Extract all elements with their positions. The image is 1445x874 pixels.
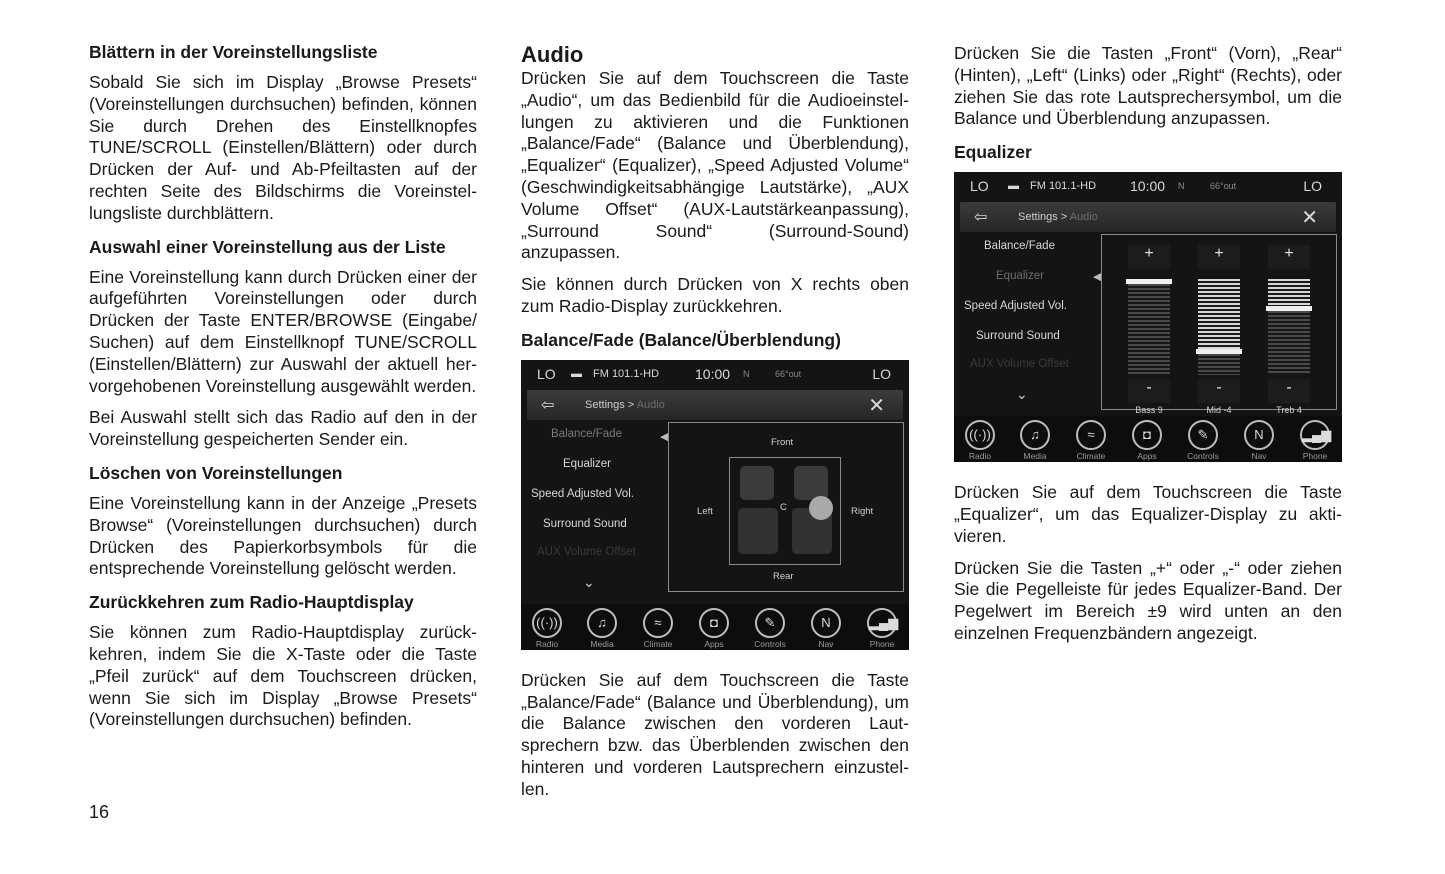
eq-band-0-minus-button[interactable]: -: [1128, 379, 1170, 403]
heading-delete-presets: Löschen von Voreinstellungen: [89, 462, 343, 483]
eq-dock-nav[interactable]: [1239, 420, 1279, 461]
eq-lo-left: LO: [970, 178, 989, 195]
seat-front-left: [740, 466, 774, 500]
lo-left: LO: [537, 365, 556, 382]
menu-surround[interactable]: Surround Sound: [543, 517, 627, 530]
dock-radio-label: Radio: [535, 638, 559, 649]
outside-temp: 66°out: [775, 368, 802, 379]
breadcrumb-audio: Audio: [636, 398, 665, 411]
eq-back-arrow-icon[interactable]: ⇦: [974, 209, 988, 227]
dock-apps[interactable]: [694, 608, 734, 649]
eq-menu-balance-fade[interactable]: Balance/Fade: [984, 240, 1055, 253]
balance-fade-screenshot: [521, 360, 909, 650]
eq-status-bar: [954, 172, 1342, 200]
eq-clock-suffix: N: [1178, 181, 1185, 192]
eq-chevron-down-icon[interactable]: ⌄: [1016, 386, 1028, 403]
back-arrow-icon[interactable]: ⇦: [541, 396, 555, 414]
eq-dock-climate-label: Climate: [1076, 451, 1106, 462]
balance-center: C: [780, 501, 787, 513]
eq-dock-controls[interactable]: [1183, 420, 1223, 461]
eq-band-1-slider-handle[interactable]: [1196, 349, 1242, 354]
selection-pointer-icon: ◀: [660, 430, 669, 443]
eq-band-0-track: [1128, 284, 1170, 375]
eq-band-2-slider-handle[interactable]: [1266, 306, 1312, 311]
menu-aux-volume[interactable]: AUX Volume Offset: [537, 545, 636, 558]
eq-menu-speed-adjusted[interactable]: Speed Adjusted Vol.: [964, 300, 1067, 313]
dock-media[interactable]: [582, 608, 622, 649]
lo-right: LO: [872, 365, 891, 382]
paragraph-browse-presets: Sobald Sie sich im Display „Browse Presets“ (Voreinstellungen durchsuchen) befinden, können Sie durch Drehen des Einstellknopfes TUNE/SCROLL (Einstellen/Blättern) oder durch Drücken der Auf- und Ab-Pfeiltasten auf der rechten Seite des Bildschirms die Voreinstellungsliste durchblättern.: [89, 72, 477, 223]
bottom-dock: [521, 604, 909, 650]
paragraph-select-preset-2: Bei Auswahl stellt sich das Radio auf den in der Voreinstellung gespeicherten Sender ein.: [89, 407, 477, 450]
eq-band-0-plus-button[interactable]: +: [1128, 245, 1170, 269]
menu-speed-adjusted[interactable]: Speed Adjusted Vol.: [531, 487, 634, 500]
menu-equalizer[interactable]: Equalizer: [563, 457, 611, 470]
paragraph-audio-1: Drücken Sie auf dem Touchscreen die Taste „Audio“, um das Bedienbild für die Audioeinstellungen zu aktivieren und die Funktionen „Balance/Fade“ (Balance und Überblendung), „Equalizer“ (Equalizer), „Speed Adjusted Volume“ (Geschwindigkeitsabhängige Lautstärke), „AUX Volume Offset“ (AUX-Lautstärkeanpassung), „Surround Sound“ (Surround-Sound) anzupassen.: [521, 68, 909, 263]
heading-audio: Audio: [521, 42, 584, 67]
eq-radio-icon: ▬: [1008, 180, 1019, 193]
eq-signal-icon: ▂▄▆: [1300, 420, 1330, 450]
eq-bottom-dock: [954, 416, 1342, 462]
paragraph-arrows: Drücken Sie die Tasten „Front“ (Vorn), „Rear“ (Hinten), „Left“ (Links) oder „Right“ (Rechts), oder ziehen Sie das rote Lautsprechersymbol, um die Balance und Überblendung anzupassen.: [954, 43, 1342, 129]
paragraph-select-preset-1: Eine Voreinstellung kann durch Drücken einer der aufgeführten Voreinstellungen oder durch Drücken der Taste ENTER/BROWSE (Eingabe/ Suchen) auf dem Einstellknopf TUNE/SCROLL (Einstellen/Blättern) zur Auswahl der aktuell hervorgehobenen Voreinstellung ausgewählt werden.: [89, 266, 477, 396]
eq-climate-icon: ≈: [1076, 420, 1106, 450]
seat-map: [729, 457, 841, 565]
dock-apps-label: Apps: [704, 638, 724, 649]
eq-wrench-icon: ✎: [1188, 420, 1218, 450]
paragraph-return-main: Sie können zum Radio-Hauptdisplay zurückkehren, indem Sie die X-Taste oder die Taste „Pfeil zurück“ auf dem Touchscreen drücken, wenn Sie sich im Display „Browse Presets“ (Voreinstellungen durchsuchen) befinden.: [89, 622, 477, 730]
eq-dock-apps[interactable]: [1127, 420, 1167, 461]
settings-bar: [527, 390, 903, 420]
eq-radio-tower-icon: ((·)): [965, 420, 995, 450]
eq-dock-phone-label: Phone: [1302, 451, 1328, 462]
speaker-knob-icon[interactable]: [809, 496, 833, 520]
heading-browse-presets: Blättern in der Voreinstellungsliste: [89, 42, 378, 62]
chevron-down-icon[interactable]: ⌄: [583, 573, 595, 590]
balance-panel: [668, 422, 904, 592]
dock-controls[interactable]: [750, 608, 790, 649]
column-left: [89, 40, 477, 741]
equalizer-panel: [1101, 234, 1337, 416]
heading-return-main: Zurückkehren zum Radio-Hauptdisplay: [89, 592, 414, 613]
eq-dock-nav-label: Nav: [1251, 451, 1267, 462]
column-middle: [521, 42, 909, 811]
heading-select-preset: Auswahl einer Voreinstellung aus der Liste: [89, 236, 446, 257]
eq-compass-icon: N: [1244, 420, 1274, 450]
eq-dock-apps-label: Apps: [1137, 451, 1157, 462]
eq-settings-bar: [960, 202, 1336, 232]
balance-rear[interactable]: Rear: [773, 570, 794, 582]
eq-band-0-slider-handle[interactable]: [1126, 279, 1172, 284]
eq-band-2-minus-button[interactable]: -: [1268, 379, 1310, 403]
eq-menu-surround[interactable]: Surround Sound: [976, 330, 1060, 343]
page-number: 16: [89, 802, 110, 822]
dock-phone[interactable]: [862, 608, 902, 649]
eq-close-icon[interactable]: ✕: [1301, 207, 1318, 230]
station-label: FM 101.1-HD: [593, 367, 660, 380]
dock-nav[interactable]: [806, 608, 846, 649]
status-bar: [521, 360, 909, 388]
eq-dock-radio-label: Radio: [968, 451, 992, 462]
eq-clock: 10:00: [1130, 178, 1166, 195]
eq-band-1-minus-button[interactable]: -: [1198, 379, 1240, 403]
eq-menu-aux-volume[interactable]: AUX Volume Offset: [970, 358, 1069, 371]
eq-station-label: FM 101.1-HD: [1030, 180, 1097, 193]
paragraph-audio-2: Sie können durch Drücken von X rechts oben zum Radio-Display zurückkehren.: [521, 274, 909, 316]
eq-band-2-label: Treb 4: [1276, 405, 1302, 416]
eq-dock-controls-label: Controls: [1187, 451, 1219, 462]
eq-breadcrumb-audio: Audio: [1069, 211, 1098, 224]
wrench-icon: ✎: [755, 608, 785, 638]
dock-radio[interactable]: [527, 608, 567, 649]
heading-balance-fade: Balance/Fade (Balance/Überblendung): [521, 329, 841, 350]
music-note-icon: ♫: [587, 608, 617, 638]
paragraph-equalizer-2: Drücken Sie die Tasten „+“ oder „-“ oder ziehen Sie die Pegelleiste für jedes Equalizer-Band. Der Pegelwert im Bereich ±9 wird unten an den einzelnen Frequenzbändern angezeigt.: [954, 557, 1342, 643]
eq-band-1-plus-button[interactable]: +: [1198, 245, 1240, 269]
dock-phone-label: Phone: [869, 638, 895, 649]
close-icon[interactable]: ✕: [868, 394, 885, 417]
eq-breadcrumb: [1018, 211, 1098, 223]
paragraph-equalizer-1: Drücken Sie auf dem Touchscreen die Taste „Equalizer“, um das Equalizer-Display zu aktivieren.: [954, 482, 1342, 546]
eq-selection-pointer-icon: ◀: [1093, 271, 1102, 284]
eq-band-1-label: Mid -4: [1206, 405, 1232, 416]
apps-icon: ◘: [699, 608, 729, 638]
compass-icon: N: [811, 608, 841, 638]
breadcrumb-settings: Settings >: [585, 398, 637, 411]
eq-outside-temp: 66°out: [1210, 181, 1237, 192]
eq-dock-radio[interactable]: [960, 420, 1000, 461]
seat-front-right: [794, 466, 828, 500]
balance-front[interactable]: Front: [771, 436, 794, 448]
heading-equalizer: Equalizer: [954, 142, 1032, 163]
eq-dock-phone[interactable]: [1295, 420, 1335, 461]
paragraph-balance-fade: Drücken Sie auf dem Touchscreen die Taste „Balance/Fade“ (Balance und Überblendung), um die Balance zwischen den vorderen Lautsprechern bzw. das Überblenden zwischen den hinteren und vorderen Lautsprechern einzustellen.: [521, 669, 909, 799]
column-right: [954, 43, 1342, 655]
balance-right[interactable]: Right: [851, 505, 874, 517]
dock-climate-label: Climate: [643, 638, 673, 649]
breadcrumb: [585, 399, 665, 411]
eq-band-2-plus-button[interactable]: +: [1268, 245, 1310, 269]
eq-menu-equalizer[interactable]: Equalizer: [996, 270, 1044, 283]
eq-band-1-level-fill: [1198, 279, 1240, 348]
signal-icon: ▂▄▆: [867, 608, 897, 638]
dock-media-label: Media: [590, 638, 614, 649]
dock-controls-label: Controls: [754, 638, 786, 649]
eq-band-2-level-fill: [1268, 279, 1310, 306]
radio-icon: ▬: [571, 367, 582, 380]
dock-climate[interactable]: [638, 608, 678, 649]
eq-band-2-track: [1268, 311, 1310, 375]
clock-suffix: N: [743, 368, 750, 379]
eq-apps-icon: ◘: [1132, 420, 1162, 450]
eq-band-0-label: Bass 9: [1135, 405, 1163, 416]
clock: 10:00: [695, 365, 731, 382]
radio-tower-icon: ((·)): [532, 608, 562, 638]
seat-rear-left: [738, 508, 778, 554]
eq-band-1-track: [1198, 354, 1240, 376]
menu-balance-fade[interactable]: Balance/Fade: [551, 427, 622, 440]
eq-dock-climate[interactable]: [1071, 420, 1111, 461]
eq-music-note-icon: ♫: [1020, 420, 1050, 450]
eq-breadcrumb-settings: Settings >: [1018, 211, 1070, 224]
balance-left[interactable]: Left: [697, 505, 713, 517]
climate-icon: ≈: [643, 608, 673, 638]
equalizer-screenshot: [954, 172, 1342, 462]
eq-lo-right: LO: [1303, 178, 1322, 195]
eq-dock-media-label: Media: [1023, 451, 1047, 462]
dock-nav-label: Nav: [818, 638, 834, 649]
eq-dock-media[interactable]: [1015, 420, 1055, 461]
paragraph-delete-presets: Eine Voreinstellung kann in der Anzeige „Presets Browse“ (Voreinstellungen durchsuchen) durch Drücken des Papierkorbsymbols für die entsprechende Voreinstellung gelöscht werden.: [89, 492, 477, 579]
